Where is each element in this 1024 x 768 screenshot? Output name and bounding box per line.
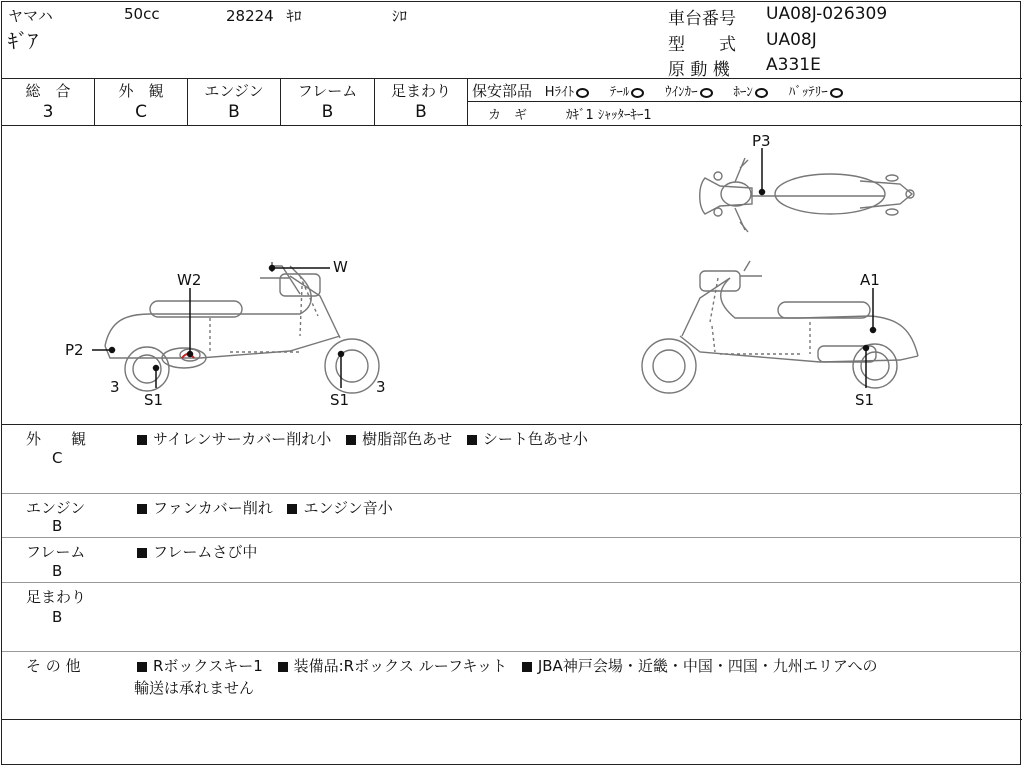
- detail-items-engine: ファンカバー削れ エンジン音小: [137, 497, 393, 518]
- detail-label-frame: フレーム: [26, 543, 86, 561]
- safety-item-winker: ｳｲﾝｶｰ: [665, 85, 715, 100]
- ok-circle-icon: [830, 88, 843, 98]
- scooter-damage-diagram: [0, 126, 1024, 424]
- maker: ヤマハ: [8, 7, 53, 25]
- mark-s1-right: S1: [855, 391, 875, 409]
- detail-grade-suspension: B: [52, 608, 63, 626]
- safety-item-horn: ﾎｰﾝ: [733, 85, 770, 100]
- rating-suspension-label: 足まわり: [390, 82, 451, 100]
- mark-s1-mid: S1: [330, 391, 350, 409]
- bullet-icon: [467, 435, 477, 445]
- rule: [2, 78, 1022, 79]
- ok-circle-icon: [700, 88, 713, 98]
- safety-label: 保安部品: [472, 82, 533, 100]
- bullet-icon: [137, 662, 147, 672]
- key-value: ｶｷﾞ1 ｼｬｯﾀｰｷｰ1: [566, 108, 652, 123]
- bullet-icon: [278, 662, 288, 672]
- safety-parts: [472, 80, 845, 101]
- bullet-icon: [137, 435, 147, 445]
- mark-w: W: [333, 258, 348, 276]
- color: ｼﾛ: [392, 7, 408, 25]
- scooter-top-view-icon: [700, 158, 914, 232]
- safety-item-headlight: Hﾗｲﾄ: [545, 85, 591, 100]
- detail-items-other: Rボックスキー1 装備品:Rボックス ルーフキット JBA神戸会場・近畿・中国・四国・九州エリアへの: [137, 655, 878, 676]
- rating-frame-label: フレーム: [297, 82, 358, 100]
- mark-3-right: 3: [376, 378, 386, 396]
- detail-label-appearance: 外 観: [26, 430, 87, 448]
- detail-label-other: そ の 他: [26, 657, 81, 675]
- ok-circle-icon: [631, 88, 644, 98]
- bullet-icon: [287, 504, 297, 514]
- mileage-unit: ｷﾛ: [286, 7, 302, 25]
- detail-grade-appearance: C: [52, 449, 63, 467]
- engine-value: A331E: [766, 55, 821, 75]
- rating-overall-value: 3: [42, 102, 54, 122]
- mark-3-left: 3: [110, 378, 120, 396]
- mileage-value: 28224: [226, 7, 274, 25]
- rating-engine-label: エンジン: [204, 82, 264, 100]
- rule: [2, 582, 1022, 583]
- mark-a1: A1: [860, 271, 880, 289]
- model-name: ｷﾞｱ: [8, 29, 38, 53]
- ok-circle-icon: [755, 88, 768, 98]
- safety-item-battery: ﾊﾞｯﾃﾘｰ: [789, 85, 845, 100]
- rating-engine-value: B: [228, 102, 240, 122]
- safety-item-tail: ﾃｰﾙ: [610, 85, 647, 100]
- rating-suspension-value: B: [415, 102, 427, 122]
- key-label: カ ギ: [488, 108, 528, 123]
- rule: [2, 424, 1022, 425]
- detail-label-engine: エンジン: [26, 499, 86, 517]
- frame-no-label: 車台番号: [668, 9, 736, 29]
- detail-items-frame: フレームさび中: [137, 541, 257, 562]
- mileage: [226, 5, 302, 26]
- ok-circle-icon: [576, 88, 589, 98]
- type-label: 型 式: [668, 35, 736, 55]
- type-value: UA08J: [766, 30, 817, 50]
- bullet-icon: [522, 662, 532, 672]
- rule: [467, 101, 1022, 102]
- scooter-left-view-icon: [105, 262, 379, 393]
- rule: [2, 719, 1022, 720]
- detail-items-appearance: サイレンサーカバー削れ小 樹脂部色あせ シート色あせ小: [137, 428, 588, 449]
- rule: [2, 651, 1022, 652]
- rating-appearance-label: 外 観: [118, 82, 164, 100]
- bullet-icon: [346, 435, 356, 445]
- frame-no: UA08J-026309: [766, 4, 888, 24]
- bullet-icon: [137, 504, 147, 514]
- engine-label: 原 動 機: [668, 60, 730, 80]
- displacement: 50cc: [124, 5, 160, 23]
- mark-s1-left: S1: [144, 391, 164, 409]
- rule: [2, 537, 1022, 538]
- bullet-icon: [137, 548, 147, 558]
- detail-label-suspension: 足まわり: [26, 588, 87, 606]
- rating-appearance-value: C: [135, 102, 147, 122]
- mark-p3: P3: [752, 132, 771, 150]
- mark-p2: P2: [65, 341, 84, 359]
- rating-overall-label: 総 合: [25, 82, 71, 100]
- rating-frame-value: B: [321, 102, 334, 122]
- rule: [2, 493, 1022, 494]
- detail-grade-frame: B: [52, 562, 63, 580]
- mark-w2: W2: [177, 271, 202, 289]
- detail-grade-engine: B: [52, 517, 63, 535]
- detail-other-continuation: 輸送は承れません: [134, 679, 255, 697]
